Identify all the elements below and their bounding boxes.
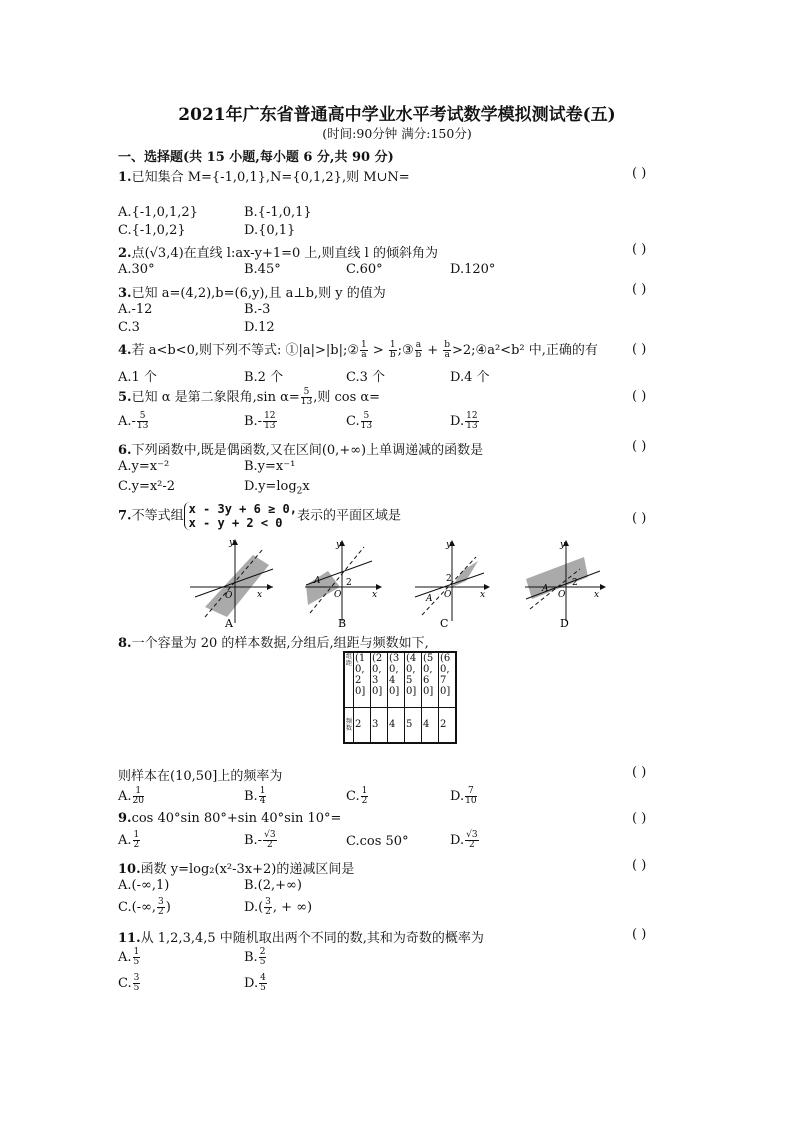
answer-blank-10[interactable]: ( ) (632, 858, 647, 873)
svg-text:O: O (334, 590, 342, 600)
question-9: 9.cos 40°sin 80°+sin 40°sin 10°= (118, 811, 342, 826)
question-1: 1.已知集合 M={-1,0,1},N={0,1,2},则 M∪N= (118, 170, 410, 185)
svg-text:2: 2 (446, 574, 452, 584)
q9-option-d: D. $\frac{√3}{2}$ (450, 830, 478, 850)
q3-option-d: D.12 (244, 320, 275, 335)
q7-region-graphs (185, 535, 615, 630)
svg-text:A: A (225, 617, 233, 630)
q6-option-b: B.y=x⁻¹ (244, 459, 296, 474)
table-header-cell: (40,50] (405, 652, 422, 707)
q1-option-c: C.{-1,0,2} (118, 223, 186, 238)
svg-text:O: O (558, 590, 566, 600)
table-cell: 4 (388, 707, 405, 743)
q4-option-c: C.3 个 (346, 370, 386, 385)
svg-text:x: x (372, 590, 378, 600)
q3-option-b: B.-3 (244, 302, 271, 317)
answer-blank-1[interactable]: ( ) (632, 166, 647, 181)
question-5: 5.已知 α 是第二象限角,sin α= $\frac{5}{13}$ ,则 cos α= (118, 387, 381, 407)
q5-option-d: D. $\frac{12}{13}$ (450, 411, 478, 431)
q1-option-a: A.{-1,0,1,2} (118, 205, 198, 220)
q5-option-a: A.- $\frac{5}{13}$ (118, 411, 149, 431)
svg-text:A: A (314, 576, 321, 586)
table-cell: 5 (405, 707, 422, 743)
q2-option-b: B.45° (244, 262, 281, 277)
q5-option-b: B.- $\frac{12}{13}$ (244, 411, 276, 431)
question-10: 10.函数 y=log₂(x²-3x+2)的递减区间是 (118, 862, 355, 877)
svg-text:B: B (338, 617, 347, 630)
table-cell: 2 (439, 707, 457, 743)
q9-option-a: A. $\frac{1}{2}$ (118, 830, 140, 850)
question-3: 3.已知 a=(4,2),b=(6,y),且 a⊥b,则 y 的值为 (118, 286, 386, 301)
shaded-region-d (526, 557, 588, 599)
page-title: 2021年广东省普通高中学业水平考试数学模拟测试卷(五) (178, 105, 616, 125)
question-6: 6.下列函数中,既是偶函数,又在区间(0,+∞)上单调递减的函数是 (118, 443, 484, 458)
svg-text:D: D (560, 617, 569, 630)
svg-text:O: O (225, 591, 233, 601)
q10-option-c: C.(-∞, $\frac{3}{2}$ ) (118, 897, 171, 917)
q8-option-c: C. $\frac{1}{2}$ (346, 786, 368, 806)
q2-option-d: D.120° (450, 262, 496, 277)
table-cell: 2 (354, 707, 371, 743)
table-header-cell: (20,30] (371, 652, 388, 707)
q4-option-a: A.1 个 (118, 370, 157, 385)
exam-info: (时间:90分钟 满分:150分) (322, 126, 472, 141)
q4-option-d: D.4 个 (450, 370, 490, 385)
q8-option-b: B. $\frac{1}{4}$ (244, 786, 266, 806)
q5-option-c: C. $\frac{5}{13}$ (346, 411, 373, 431)
table-row-header (344, 652, 456, 707)
q1-option-b: B.{-1,0,1} (244, 205, 312, 220)
shaded-region-a (205, 555, 269, 617)
answer-blank-6[interactable]: ( ) (632, 439, 647, 454)
svg-text:y: y (446, 540, 452, 550)
question-8: 8.一个容量为 20 的样本数据,分组后,组距与频数如下, (118, 636, 429, 651)
q10-option-b: B.(2,+∞) (244, 878, 302, 893)
answer-blank-9[interactable]: ( ) (632, 811, 647, 826)
q2-option-a: A.30° (118, 262, 155, 277)
q8-option-d: D. $\frac{7}{10}$ (450, 786, 477, 806)
svg-text:A: A (426, 594, 433, 604)
q11-option-d: D. $\frac{4}{5}$ (244, 973, 266, 993)
table-row-values (344, 707, 456, 743)
question-8-prompt: 则样本在(10,50]上的频率为 (118, 769, 283, 784)
q11-option-b: B. $\frac{2}{5}$ (244, 947, 266, 967)
q8-option-a: A. $\frac{1}{20}$ (118, 786, 144, 806)
answer-blank-11[interactable]: ( ) (632, 927, 647, 942)
q4-option-b: B.2 个 (244, 370, 284, 385)
answer-blank-2[interactable]: ( ) (632, 242, 647, 257)
question-4: 4.若 a<b<0,则下列不等式: ①|a|>|b|;② $\frac{1}{a}$ > $\frac{1}{b}$ ;③ $\frac{a}{b}$ + $\frac{b}{a}$ >2;④a²<b² 中,正确的有 (118, 340, 598, 360)
graph-b (305, 540, 382, 630)
section-heading: 一、选择题(共 15 小题,每小题 6 分,共 90 分) (118, 150, 394, 165)
table-cell: 3 (371, 707, 388, 743)
svg-text:y: y (229, 538, 235, 548)
table-header-label: 组距 (344, 652, 354, 707)
frequency-table (343, 651, 457, 744)
svg-text:x: x (257, 590, 263, 600)
svg-text:C: C (440, 617, 449, 630)
graph-d (525, 540, 606, 630)
answer-blank-5[interactable]: ( ) (632, 389, 647, 404)
question-7: 7.不等式组 x - 3y + 6 ≥ 0, x - y + 2 < 0 表示的平面区域是 (118, 502, 401, 530)
q11-option-a: A. $\frac{1}{5}$ (118, 947, 140, 967)
q10-option-a: A.(-∞,1) (118, 878, 170, 893)
question-2: 2.点(√3,4)在直线 l:ax-y+1=0 上,则直线 l 的倾斜角为 (118, 246, 438, 261)
graph-a (190, 538, 273, 630)
table-header-cell: (30,40] (388, 652, 405, 707)
graph-c (415, 540, 490, 630)
svg-text:y: y (336, 540, 342, 550)
svg-text:A: A (542, 584, 549, 594)
svg-text:x: x (480, 590, 486, 600)
table-header-cell: (10,20] (354, 652, 371, 707)
q2-option-c: C.60° (346, 262, 383, 277)
q6-option-a: A.y=x⁻² (118, 459, 170, 474)
svg-text:O: O (444, 590, 452, 600)
q3-option-a: A.-12 (118, 302, 153, 317)
answer-blank-3[interactable]: ( ) (632, 282, 647, 297)
inequality-system: x - 3y + 6 ≥ 0, x - y + 2 < 0 (184, 502, 297, 530)
svg-text:2: 2 (572, 578, 578, 588)
q1-option-d: D.{0,1} (244, 223, 296, 238)
table-cell: 4 (422, 707, 439, 743)
answer-blank-7[interactable]: ( ) (632, 511, 647, 526)
table-header-cell: (50,60] (422, 652, 439, 707)
answer-blank-4[interactable]: ( ) (632, 342, 647, 357)
svg-text:x: x (594, 590, 600, 600)
answer-blank-8[interactable]: ( ) (632, 765, 647, 780)
q3-option-c: C.3 (118, 320, 140, 335)
table-row-label: 频数 (344, 707, 354, 743)
q9-option-b: B.- $\frac{√3}{2}$ (244, 830, 276, 850)
table-header-cell: (60,70] (439, 652, 457, 707)
q9-option-c: C.cos 50° (346, 834, 409, 849)
q10-option-d: D.( $\frac{3}{2}$ , + ∞) (244, 897, 313, 917)
q6-option-d: $D.y=\log_2x$ (244, 479, 310, 497)
question-11: 11.从 1,2,3,4,5 中随机取出两个不同的数,其和为奇数的概率为 (118, 931, 484, 946)
q11-option-c: C. $\frac{3}{5}$ (118, 973, 140, 993)
q6-option-c: C.y=x²-2 (118, 479, 176, 494)
svg-text:y: y (560, 540, 566, 550)
svg-text:2: 2 (346, 578, 352, 588)
